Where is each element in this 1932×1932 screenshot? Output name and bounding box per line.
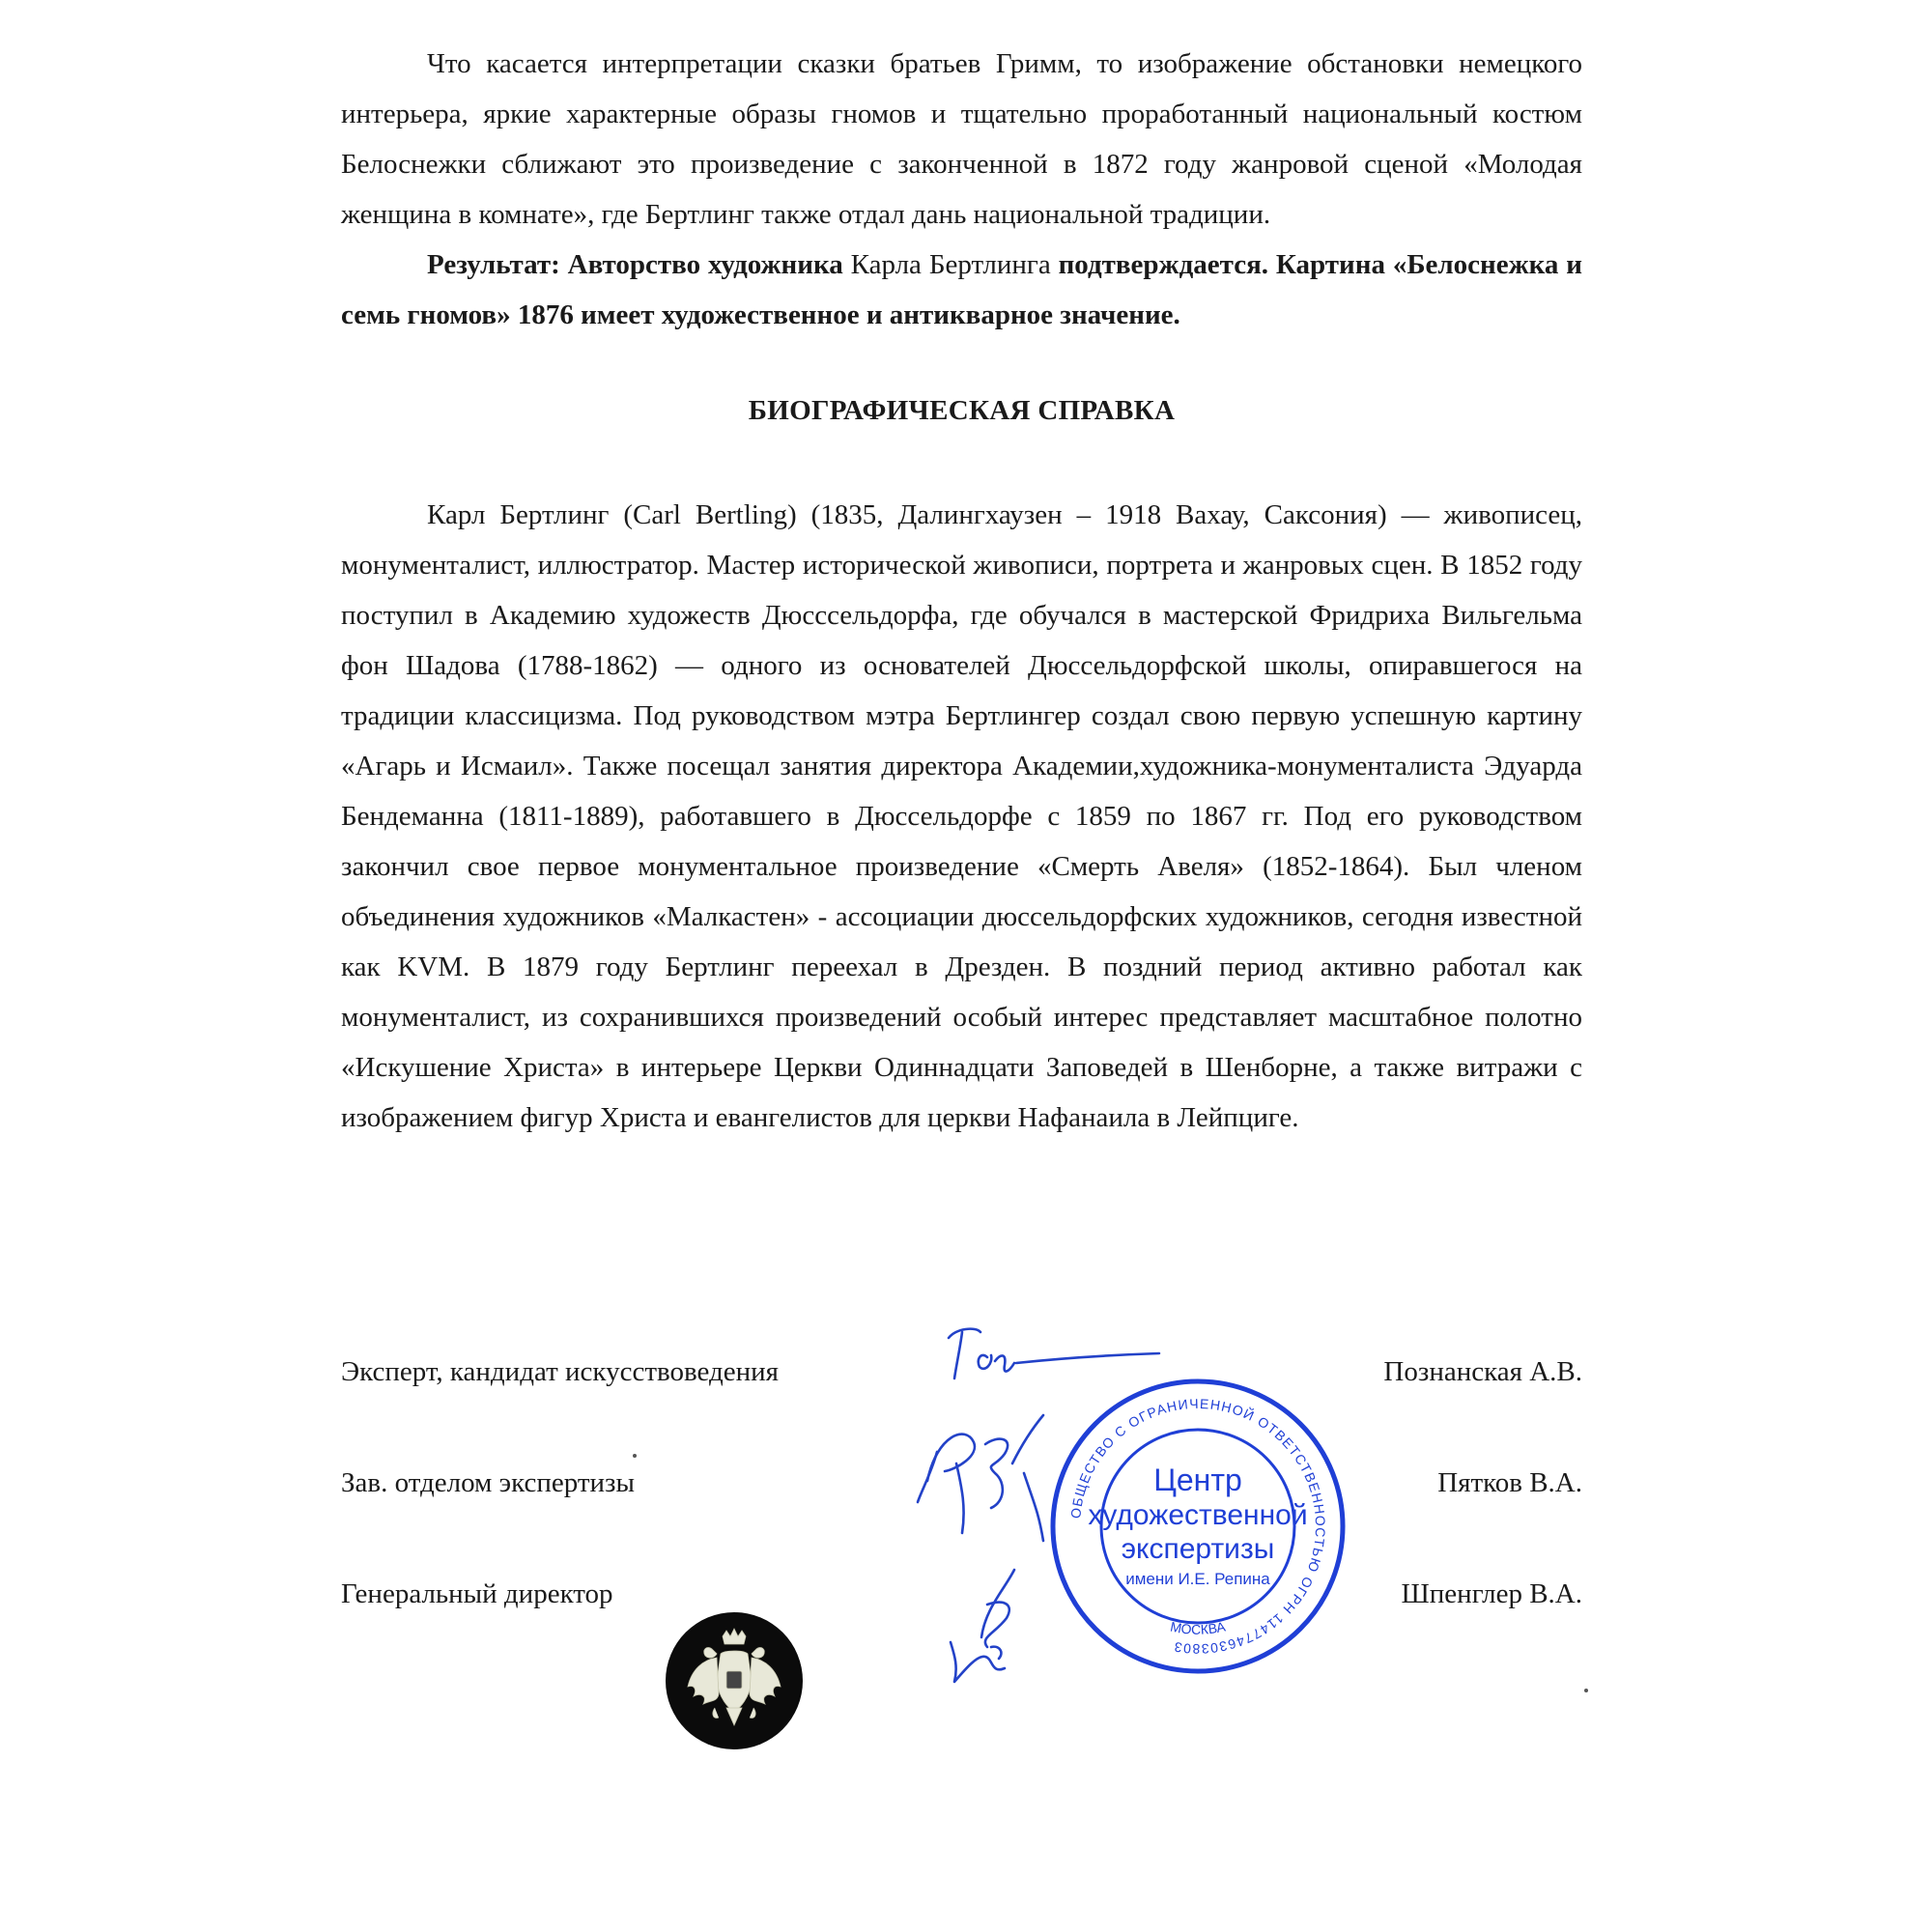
stamp-center-line-3: экспертизы — [1121, 1533, 1275, 1565]
scan-speck — [1584, 1689, 1588, 1692]
result-paragraph — [341, 240, 1582, 340]
stamp-center-line-2: художественной — [1088, 1499, 1308, 1531]
result-conclusion: подтверждается. Картина «Белоснежка и семь гномов» 1876 имеет художественное и антикварное значение. — [341, 249, 1583, 330]
signature-name: Шпенглер В.А. — [1401, 1578, 1582, 1609]
biography-heading: БИОГРАФИЧЕСКАЯ СПРАВКА — [748, 395, 1176, 426]
interpretation-paragraph: Что касается интерпретации сказки братьев Гримм, то изображение обстановки немецкого интерьера, яркие характерные образы гномов и тщательно проработанный национальный костюм Белоснежки сближают это произведение с законченной в 1872 году жанровой сценой «Молодая женщина в комнате», где Бертлинг также отдал дань национальной традиции. — [341, 48, 1582, 230]
scan-speck — [633, 1454, 637, 1458]
result-artist-name: Карла Бертлинга — [850, 249, 1051, 280]
signature-role: Зав. отделом экспертизы — [341, 1467, 635, 1498]
stamp-center-line-4: имени И.Е. Репина — [1125, 1570, 1270, 1588]
signature-role: Генеральный директор — [341, 1578, 613, 1609]
stamp-ring-text: ОБЩЕСТВО С ОГРАНИЧЕННОЙ ОТВЕТСТВЕННОСТЬЮ ОГРН 1147746303803 — [1067, 1395, 1329, 1658]
result-label: Результат: — [427, 249, 560, 280]
signature-name: Пятков В.А. — [1437, 1467, 1582, 1498]
conclusion-section — [341, 39, 1582, 340]
double-headed-eagle-icon — [665, 1611, 804, 1750]
stamp-bottom-text: МОСКВА — [1169, 1618, 1227, 1637]
signature-name: Познанская А.В. — [1383, 1356, 1582, 1387]
company-stamp — [1048, 1377, 1348, 1676]
biography-paragraph: Карл Бертлинг (Carl Bertling) (1835, Далингхаузен – 1918 Вахау, Саксония) — живописец, монументалист, иллюстратор. Мастер исторической живописи, портрета и жанровых сцен. В 1852 году поступил в Академию художеств Дюсссельдорфа, где обучался в мастерской Фридриха Вильгельма фон Шадова (1788-1862) — одного из основателей Дюссельдорфской школы, опиравшегося на традиции классицизма. Под руководством мэтра Бертлингер создал свою первую успешную картину «Агарь и Исмаил». Также посещал занятия директора Академии,художника-монументалиста Эдуарда Бендеманна (1811-1889), работавшего в Дюссельдорфе с 1859 по 1867 гг. Под его руководством закончил свое первое монументальное произведение «Смерть Авеля» (1852-1864). Был членом объединения художников «Малкастен» - ассоциации дюссельдорфских художников, сегодня известной как KVM. В 1879 году Бертлинг переехал в Дрезден. В поздний период активно работал как монументалист, из сохранившихся произведений особый интерес представляет масштабное полотно «Искушение Христа» в интерьере Церкви Одиннадцати Заповедей в Шенборне, а также витражи с изображением фигур Христа и евангелистов для церкви Нафанаила в Лейпциге. — [341, 499, 1582, 1133]
stamp-center-line-1: Центр — [1153, 1463, 1242, 1497]
result-authorship: Авторство художника — [567, 249, 843, 280]
biography-section — [341, 490, 1582, 1143]
signature-role: Эксперт, кандидат искусствоведения — [341, 1356, 779, 1387]
